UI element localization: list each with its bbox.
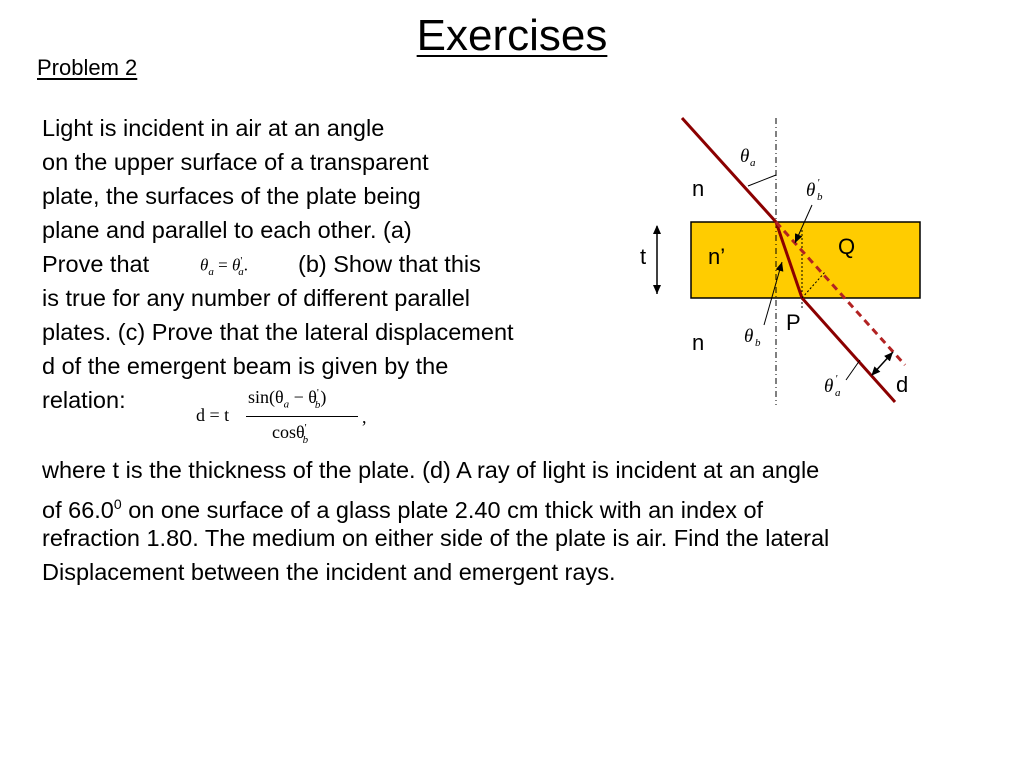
formula-lhs: d = t — [196, 405, 230, 425]
num-minus-theta: − θ — [289, 387, 317, 407]
formula-numerator — [248, 387, 326, 411]
label-n-bottom: n — [692, 330, 705, 355]
displacement-arrow — [872, 352, 893, 375]
fraction-bar — [246, 416, 358, 417]
num-close: ) — [320, 387, 327, 407]
text-line-2: on the upper surface of a transparent — [42, 149, 429, 175]
slide-title — [0, 10, 1024, 62]
eq-period: . — [243, 255, 249, 275]
theta-a-sub: a — [750, 157, 756, 169]
glass-plate — [691, 222, 920, 298]
para2-line-1: where t is the thickness of the plate. (d) A ray of light is incident at an angle — [42, 457, 820, 483]
label-n-prime: n’ — [708, 244, 726, 269]
text-line-5b: (b) Show that this — [298, 251, 481, 277]
theta-b-prime-mark: ' — [817, 177, 820, 189]
eq-theta: θ — [200, 255, 209, 275]
text-line-7: plates. (c) Prove that the lateral displacement — [42, 319, 514, 345]
text-line-1: Light is incident in air at an angle — [42, 115, 385, 141]
label-t: t — [640, 244, 647, 269]
para2-line-2 — [42, 489, 763, 525]
formula-denominator — [272, 422, 308, 446]
text-line-4: plane and parallel to each other. (a) — [42, 217, 412, 243]
text-line-6: is true for any number of different parallel — [42, 285, 471, 311]
theta-b-symbol: θ — [744, 326, 754, 347]
emergent-ray — [802, 298, 895, 402]
incident-ray — [682, 118, 776, 222]
text-line-8: d of the emergent beam is given by the — [42, 353, 449, 379]
den-prime: ' — [304, 422, 307, 434]
label-n-top: n — [692, 176, 705, 201]
den-cos: cosθ — [272, 422, 305, 442]
eq-sub-2: a — [238, 266, 244, 279]
theta-a-label — [740, 146, 756, 169]
theta-a-symbol: θ — [740, 146, 750, 167]
para2-line-2a: of 66.0 — [42, 496, 114, 523]
den-sub-b: b — [302, 433, 309, 446]
equation-angle-equality — [200, 255, 248, 278]
text-line-9: relation: — [42, 387, 126, 413]
para2-line-4: Displacement between the incident and emergent rays. — [42, 559, 616, 585]
num-sin: sin(θ — [248, 387, 284, 407]
text-line-5a: Prove that — [42, 251, 150, 277]
num-sub-a: a — [283, 398, 290, 411]
eq-sub: a — [208, 266, 214, 279]
theta-a-prime-mark: ' — [835, 373, 838, 385]
theta-b-prime-label — [806, 177, 823, 203]
formula-comma: , — [362, 407, 367, 427]
theta-b-prime-sub: b — [817, 191, 823, 203]
eq-equals: = — [213, 255, 232, 275]
para2-line-3: refraction 1.80. The medium on either side of the plate is air. Find the lateral — [42, 525, 830, 551]
text-line-3: plate, the surfaces of the plate being — [42, 183, 421, 209]
theta-a-prime-sub: a — [835, 387, 841, 399]
theta-b-sub: b — [755, 337, 761, 349]
theta-a-prime-pointer — [846, 360, 860, 380]
num-prime: ' — [316, 387, 319, 399]
eq-prime: ' — [240, 255, 243, 267]
theta-a-pointer — [748, 175, 776, 186]
label-Q: Q — [838, 234, 856, 259]
degree-superscript: 0 — [113, 496, 122, 512]
label-d: d — [896, 372, 909, 397]
label-P: P — [786, 310, 801, 335]
theta-a-prime-label — [824, 373, 841, 399]
theta-a-prime-symbol: θ — [824, 376, 834, 397]
para2-line-2b: on one surface of a glass plate 2.40 cm thick with an index of — [121, 496, 764, 523]
slide-title-text: Exercises — [416, 11, 608, 60]
theta-b-prime-symbol: θ — [806, 180, 816, 201]
eq-theta-prime: θ — [231, 255, 241, 275]
problem-label: Problem 2 — [37, 55, 138, 80]
refraction-diagram — [620, 100, 960, 420]
num-sub-b: b — [314, 398, 321, 411]
theta-b-label — [744, 326, 761, 349]
